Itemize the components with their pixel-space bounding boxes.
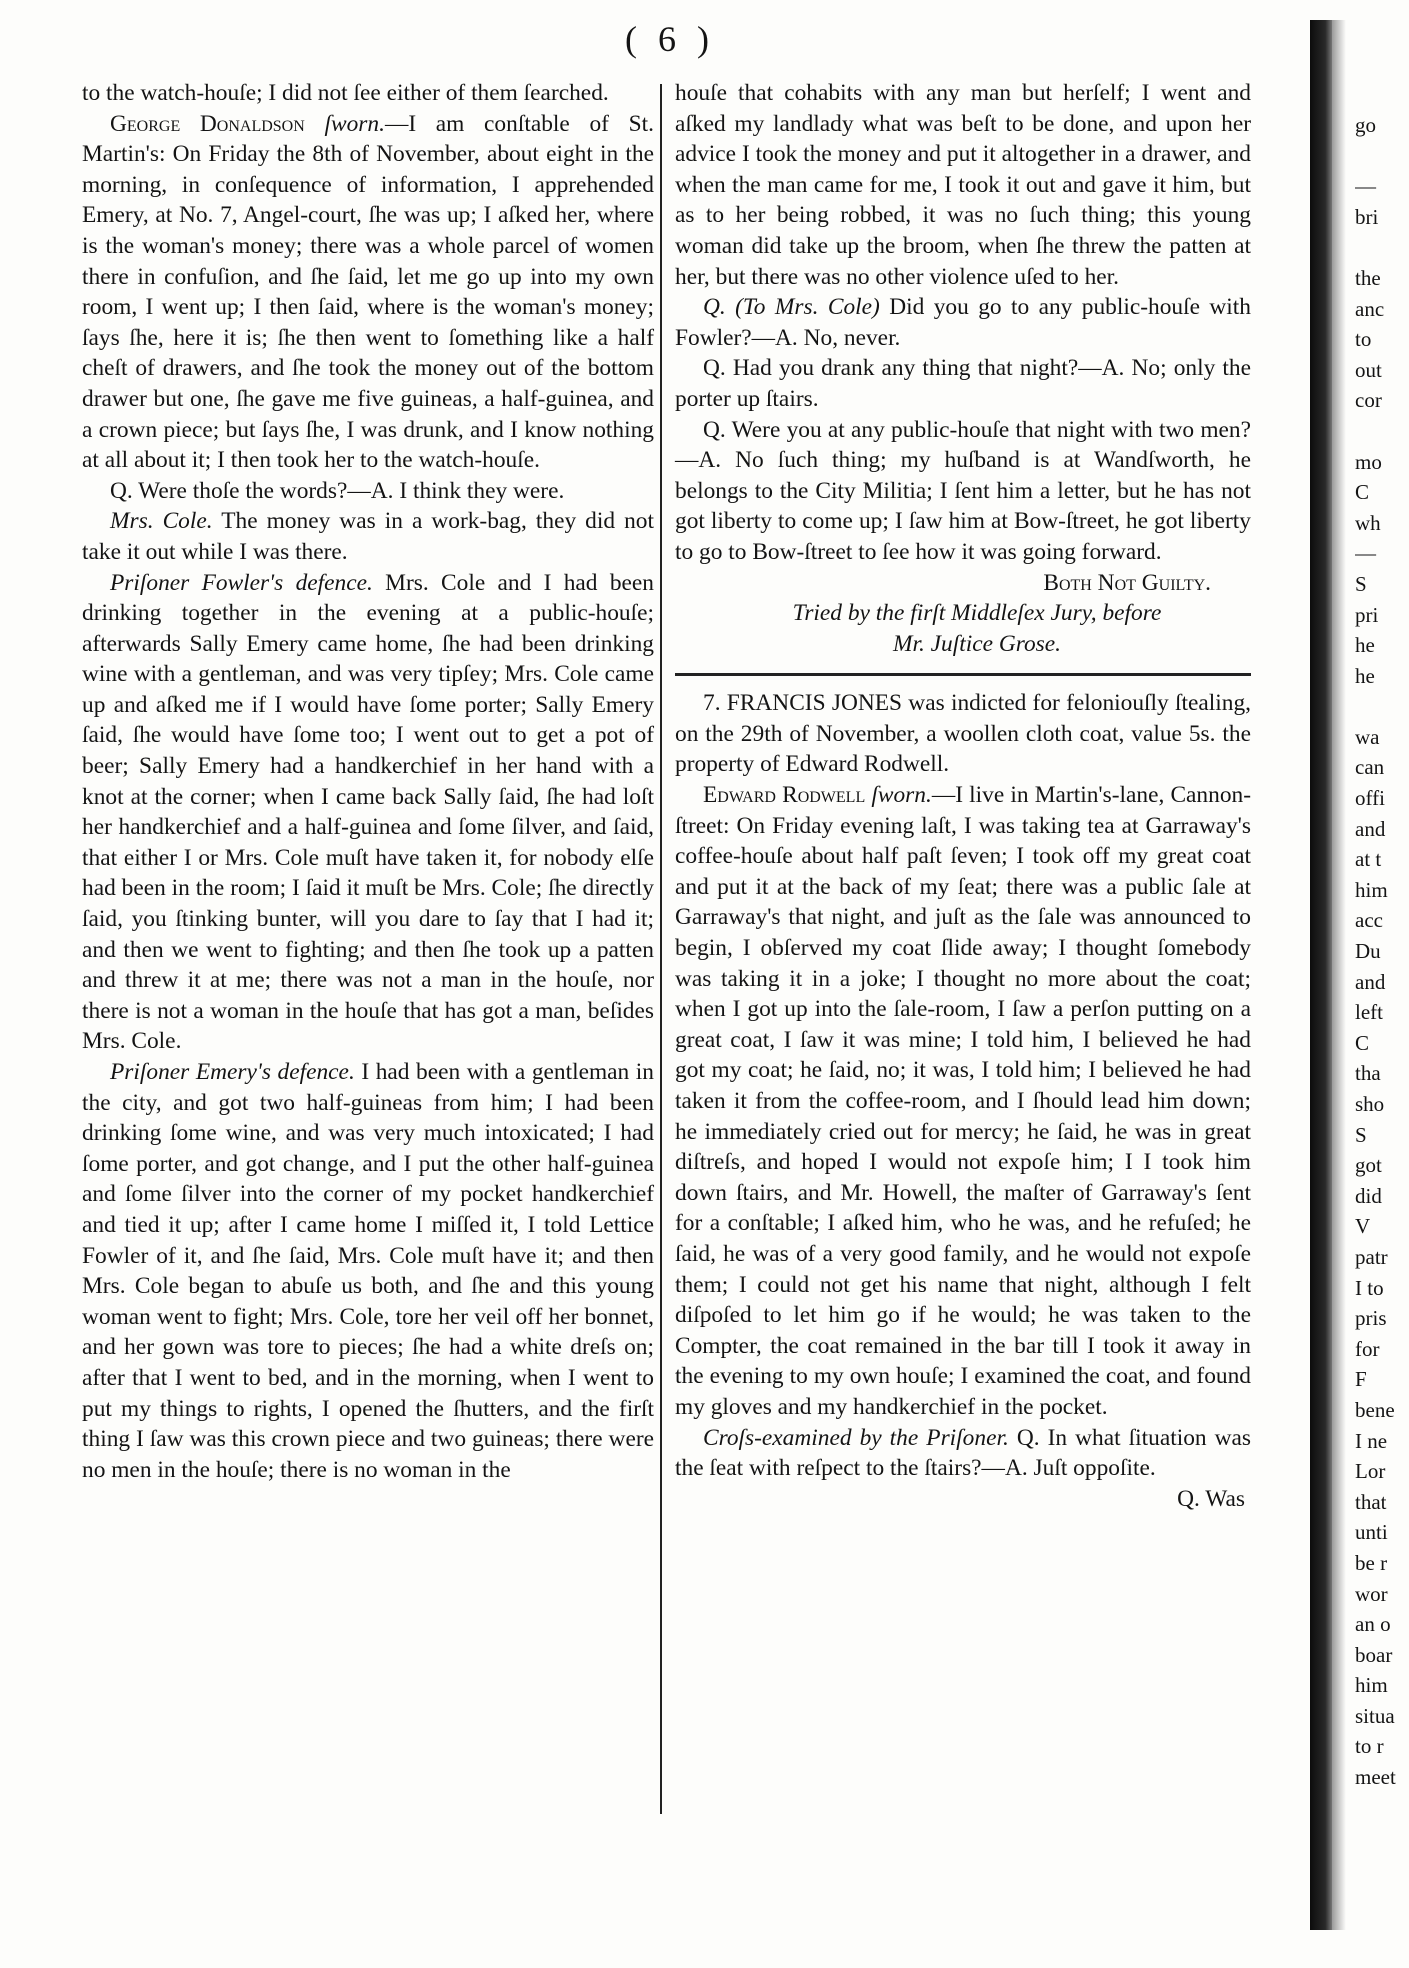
- fragment-line: offi: [1355, 786, 1385, 811]
- fragment-line: —: [1355, 541, 1376, 566]
- case-heading: 7. FRANCIS JONES was indicted for feloniouſly ſtealing, on the 29th of November, a woollen cloth coat, value 5s. the property of Edward Rodwell.: [675, 690, 1251, 778]
- testimony-text: Mrs. Cole and I had been drinking together in the evening at a public-houſe; afterwards Sally Emery came home, ſhe had been drinking wine with a gentleman, and was very tipſey; Mrs. Cole came up and aſked me if I would have ſome porter; Sally Emery ſaid, ſhe would have ſome too; I went out to get a pot of beer; Sally Emery had a handkerchief in her hand with a knot at the corner; when I came back Sally ſaid, ſhe had loſt her handkerchief and a half-guinea and ſome ſilver, and ſaid, that either I or Mrs. Cole muſt have taken it, for nobody elſe had been in the room; I ſaid it muſt be Mrs. Cole; ſhe directly ſaid, you ſtinking bunter, will you dare to ſay that I had it; and then we went to fighting; and then ſhe took up a patten and threw it at me; there was not a man in the houſe, nor there is not a woman in the houſe that has got a man, beſides Mrs. Cole.: [82, 569, 654, 1055]
- fragment-line: [1355, 232, 1409, 263]
- fragment-line: situa: [1355, 1703, 1395, 1728]
- fragment-line: S: [1355, 1122, 1367, 1147]
- fragment-line: I to: [1355, 1275, 1384, 1300]
- paragraph: [82, 568, 654, 1058]
- fragment-line: go: [1355, 113, 1376, 137]
- fragment-line: Lor: [1355, 1459, 1386, 1484]
- facing-page-fragments: [1355, 110, 1409, 1930]
- testimony-text: —I am conſtable of St. Martin's: On Friday the 8th of November, about eight in the morning, in conſequence of information, I apprehended Emery, at No. 7, Angel-court, ſhe was up; I aſked her, where is the woman's money; there was a whole parcel of women there in confuſion, and ſhe ſaid, let me go up into my own room, I went up; I then ſaid, where is the woman's money; ſays ſhe, here it is; ſhe then went to ſomething like a half cheſt of drawers, and ſhe took the money out of the bottom drawer but one, ſhe gave me five guineas, a half-guinea, and a crown piece; but ſays ſhe, I was drunk, and I know nothing at all about it; I then took her to the watch-houſe.: [82, 110, 654, 474]
- fragment-line: acc: [1355, 908, 1383, 933]
- fragment-line: I ne: [1355, 1428, 1388, 1453]
- fragment-line: Du: [1355, 939, 1381, 964]
- sworn-tag: ſworn.: [324, 110, 385, 137]
- fragment-line: bene: [1355, 1397, 1395, 1422]
- catchword: Q. Was: [1177, 1485, 1245, 1512]
- paragraph: to the watch-houſe; I did not ſee either of them ſearched.: [82, 80, 609, 106]
- binding-shadow: [1332, 20, 1346, 1930]
- fragment-line: sho: [1355, 1092, 1385, 1116]
- fragment-line: left: [1355, 1000, 1383, 1025]
- sworn-tag: ſworn.: [871, 782, 932, 809]
- fragment-line: cor: [1355, 388, 1382, 413]
- fragment-line: F: [1355, 1367, 1367, 1392]
- fragment-line: C: [1355, 480, 1370, 505]
- paragraph: Q. Were thoſe the words?—A. I think they were.: [110, 477, 565, 504]
- fragment-line: him: [1355, 877, 1388, 902]
- fragment-line: got: [1355, 1153, 1382, 1178]
- speaker-name: Mrs. Cole.: [110, 508, 213, 535]
- fragment-line: —: [1355, 174, 1376, 199]
- fragment-line: meet: [1355, 1765, 1396, 1790]
- paragraph: Q. Had you drank any thing that night?—A. No; only the porter up ſtairs.: [675, 355, 1251, 412]
- paragraph: [82, 506, 654, 567]
- fragment-line: and: [1355, 816, 1386, 841]
- fragment-line: him: [1355, 1673, 1388, 1698]
- paragraph: houſe that cohabits with any man but herſelf; I went and aſked my landlady what was beſt to be done, and upon her advice I took the money and put it altogether in a drawer, and when the man came for me, I took it out and gave it him, but as to her being robbed, it was no ſuch thing; this young woman did take up the broom, when ſhe threw the patten at her, but there was no other violence uſed to her.: [675, 80, 1251, 290]
- testimony-text: —I live in Martin's-lane, Cannon-ſtreet: On Friday evening laſt, I was taking tea at Garraway's coffee-houſe about half paſt ſeven; I took off my great coat and put it at the back of my ſeat; there was a public ſale at Garraway's that night, and juſt as the ſale was announced to begin, I obſerved my coat ſlide away; I thought ſomebody was taking it in a joke; I thought no more about the coat; when I got up into the ſale-room, I ſaw a perſon putting on a great coat, I ſaw it was mine; I told him, I believed he had got my coat; he ſaid, no; it was, I told him; I believed he had taken it from the coffee-room, and I ſhould lead him down; he immediately cried out for mercy; he ſaid, he was in great diſtreſs, and hoped I would not expoſe him; I I took him down ſtairs, and Mr. Howell, the maſter of Garraway's ſent for a conſtable; I aſked him, who he was, and he refuſed; he ſaid, he was of a very good family, and he would not expoſe them; I could not get his name that night, although I felt diſpoſed to let him go if he would; he was taken to the Compter, the coat remained in the bar till I took it away in the evening to my own houſe; I examined the coat, and found my gloves and my handkerchief in the pocket.: [675, 782, 1251, 1420]
- verdict: Both Not Guilty.: [1043, 569, 1211, 596]
- fragment-line: patr: [1355, 1244, 1388, 1269]
- fragment-line: [1355, 141, 1409, 172]
- testimony-text: Did you go to any public-houſe with Fowler?—A. No, never.: [675, 294, 1251, 351]
- page-number: ( 6 ): [625, 19, 715, 59]
- fragment-line: anc: [1355, 296, 1385, 321]
- fragment-line: for: [1355, 1336, 1380, 1361]
- speaker-name: Priſoner Emery's defence.: [110, 1059, 355, 1085]
- fragment-line: to: [1355, 327, 1372, 352]
- fragment-line: pri: [1355, 602, 1379, 627]
- fragment-line: wh: [1355, 510, 1381, 535]
- question-label: Q. (To Mrs. Cole): [703, 294, 880, 321]
- fragment-line: the: [1355, 265, 1381, 290]
- fragment-line: S: [1355, 571, 1367, 596]
- section-rule: [675, 673, 1251, 676]
- fragment-line: tha: [1355, 1061, 1381, 1086]
- column-divider: [660, 84, 662, 1814]
- speaker-name: Edward Rodwell: [703, 782, 866, 809]
- fragment-line: bri: [1355, 204, 1379, 229]
- tried-by-line: Tried by the firſt Middleſex Jury, before: [792, 600, 1162, 627]
- fragment-line: that: [1355, 1489, 1387, 1514]
- cross-examined-label: Croſs-examined by the Priſoner.: [703, 1424, 1009, 1451]
- paragraph: [82, 109, 654, 476]
- fragment-line: unti: [1355, 1520, 1388, 1545]
- fragment-line: at t: [1355, 847, 1382, 872]
- speaker-name: George Donaldson: [110, 110, 305, 137]
- fragment-line: [1355, 416, 1409, 447]
- fragment-line: boar: [1355, 1642, 1393, 1667]
- left-column: [82, 78, 654, 1485]
- paragraph: [82, 1057, 654, 1485]
- speaker-name: Priſoner Fowler's defence.: [110, 569, 373, 596]
- fragment-line: C: [1355, 1030, 1370, 1055]
- binding-gutter: [1310, 20, 1332, 1930]
- paragraph: [675, 780, 1251, 1422]
- fragment-line: wor: [1355, 1581, 1388, 1606]
- fragment-line: [1355, 691, 1409, 722]
- testimony-text: The money was in a work-bag, they did not take it out while I was there.: [82, 508, 654, 565]
- fragment-line: he: [1355, 633, 1375, 658]
- fragment-line: can: [1355, 755, 1385, 780]
- fragment-line: he: [1355, 663, 1375, 688]
- fragment-line: an o: [1355, 1612, 1391, 1637]
- paragraph: [675, 292, 1251, 353]
- fragment-line: wa: [1355, 724, 1380, 749]
- justice-line: Mr. Juſtice Grose.: [892, 630, 1062, 657]
- fragment-line: pris: [1355, 1306, 1387, 1331]
- fragment-line: V: [1355, 1214, 1371, 1239]
- fragment-line: be r: [1355, 1550, 1388, 1575]
- paragraph: Q. Were you at any public-houſe that night with two men?—A. No ſuch thing; my huſband is at Wandſworth, he belongs to the City Militia; I ſent him a letter, but he has not got liberty to come up; I ſaw him at Bow-ſtreet, he got liberty to go to Bow-ſtreet to ſee how it was going forward.: [675, 416, 1251, 565]
- fragment-line: and: [1355, 969, 1386, 994]
- paragraph: [675, 1423, 1251, 1484]
- fragment-line: did: [1355, 1183, 1382, 1208]
- testimony-text: I had been with a gentleman in the city, and got two half-guineas from him; I had been drinking ſome wine, and was very much intoxicated; I had ſome porter, and got change, and I put the other half-guinea and ſome ſilver into the corner of my pocket handkerchief and tied it up; after I came home I miſſed it, I told Lettice Fowler of it, and ſhe ſaid, Mrs. Cole muſt have it; and then Mrs. Cole began to abuſe us both, and ſhe and this young woman went to fight; Mrs. Cole, tore her veil off her bonnet, and her gown was tore to pieces; ſhe had a white dreſs on; after that I went to bed, and in the morning, when I went to put my things to rights, I opened the ſhutters, and the firſt thing I ſaw was this crown piece and two guineas; there were no men in the houſe; there is no woman in the: [82, 1059, 654, 1483]
- testimony-text: Q. In what ſituation was the ſeat with reſpect to the ſtairs?—A. Juſt oppoſite.: [675, 1424, 1251, 1482]
- fragment-line: out: [1355, 357, 1382, 382]
- fragment-line: to r: [1355, 1734, 1384, 1759]
- fragment-line: mo: [1355, 449, 1382, 474]
- middle-column: [675, 78, 1251, 1514]
